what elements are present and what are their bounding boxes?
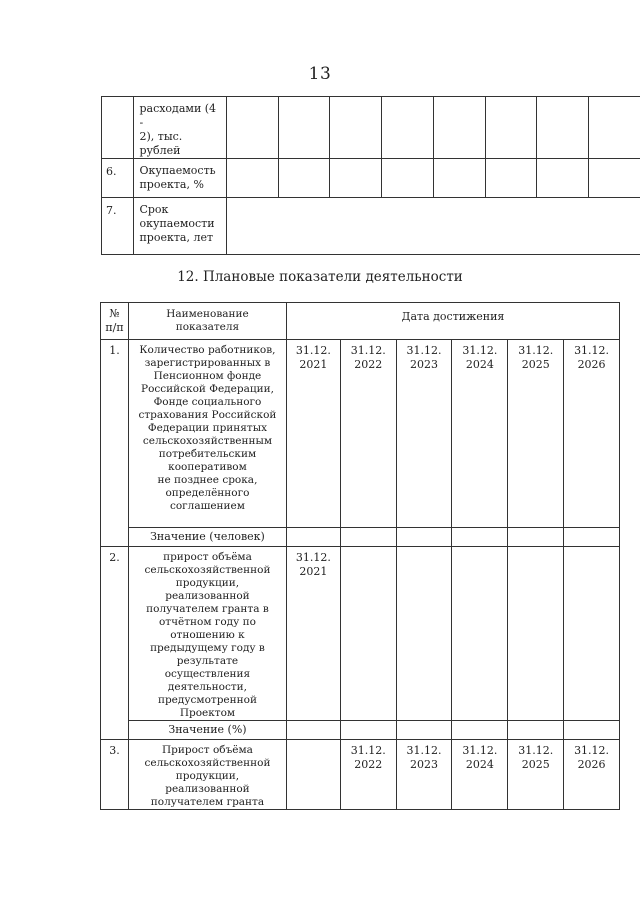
date-cell: 31.12. 2026 bbox=[564, 340, 620, 528]
value-row bbox=[101, 721, 620, 740]
value-cell bbox=[396, 721, 452, 740]
table-cell bbox=[485, 159, 537, 198]
date-cell: 31.12. 2023 bbox=[396, 340, 452, 528]
value-cell bbox=[508, 528, 564, 547]
planned-indicators-table bbox=[100, 302, 620, 810]
table-cell bbox=[589, 97, 640, 159]
table-row bbox=[101, 340, 620, 528]
table-cell bbox=[226, 198, 640, 255]
table-row bbox=[102, 198, 640, 255]
table-cell bbox=[433, 97, 485, 159]
value-cell bbox=[452, 528, 508, 547]
date-cell: 31.12. 2026 bbox=[564, 740, 620, 810]
value-row bbox=[101, 528, 620, 547]
row-label: Окупаемость проекта, % bbox=[134, 159, 226, 198]
header-date: Дата достижения bbox=[286, 303, 619, 340]
row-number: 7. bbox=[102, 198, 134, 255]
financial-indicators-table bbox=[101, 96, 640, 255]
row-number bbox=[102, 97, 134, 159]
value-label: Значение (человек) bbox=[129, 528, 287, 547]
table-row bbox=[102, 159, 640, 198]
date-cell: 31.12. 2022 bbox=[340, 340, 396, 528]
date-cell: 31.12. 2021 bbox=[286, 340, 340, 528]
table-cell bbox=[278, 159, 330, 198]
table-cell bbox=[589, 159, 640, 198]
date-cell bbox=[452, 547, 508, 721]
section-title: 12. Плановые показатели деятельности bbox=[177, 269, 463, 285]
header-name: Наименование показателя bbox=[129, 303, 287, 340]
date-cell bbox=[508, 547, 564, 721]
value-label: Значение (%) bbox=[129, 721, 287, 740]
date-cell bbox=[396, 547, 452, 721]
date-cell: 31.12. 2025 bbox=[508, 740, 564, 810]
table-row bbox=[101, 547, 620, 721]
table-cell bbox=[226, 159, 278, 198]
value-cell bbox=[340, 721, 396, 740]
value-cell bbox=[396, 528, 452, 547]
value-cell bbox=[286, 721, 340, 740]
row-number: 1. bbox=[101, 340, 129, 547]
value-cell bbox=[564, 721, 620, 740]
table-cell bbox=[537, 97, 589, 159]
value-cell bbox=[452, 721, 508, 740]
value-cell bbox=[286, 528, 340, 547]
table-header-row bbox=[101, 303, 620, 340]
indicator-name: прирост объёма сельскохозяйственной продукции, реализованной получателем гранта в отчётном году по отношению к предыдущему году в результате осуществления деятельности, предусмотренной Проектом bbox=[129, 547, 287, 721]
value-cell bbox=[340, 528, 396, 547]
date-cell: 31.12. 2022 bbox=[340, 740, 396, 810]
header-number: № п/п bbox=[101, 303, 129, 340]
indicator-name: Прирост объёма сельскохозяйственной продукции, реализованной получателем гранта bbox=[129, 740, 287, 810]
table-cell bbox=[382, 97, 434, 159]
table-cell bbox=[226, 97, 278, 159]
date-cell bbox=[286, 740, 340, 810]
table-row bbox=[101, 740, 620, 810]
table-cell bbox=[382, 159, 434, 198]
table-cell bbox=[485, 97, 537, 159]
row-label: Срок окупаемости проекта, лет bbox=[134, 198, 226, 255]
date-cell bbox=[564, 547, 620, 721]
table-cell bbox=[278, 97, 330, 159]
table-cell bbox=[330, 159, 382, 198]
value-cell bbox=[508, 721, 564, 740]
value-cell bbox=[564, 528, 620, 547]
table-cell bbox=[537, 159, 589, 198]
date-cell: 31.12. 2025 bbox=[508, 340, 564, 528]
date-cell: 31.12. 2021 bbox=[286, 547, 340, 721]
row-number: 6. bbox=[102, 159, 134, 198]
date-cell: 31.12. 2024 bbox=[452, 340, 508, 528]
indicator-name: Количество работников, зарегистрированных в Пенсионном фонде Российской Федерации, Фонде социального страхования Российской Федерации принятых сельскохозяйственным потребительским кооперативом не позднее срока, определённого соглашением bbox=[129, 340, 287, 528]
page-number: 13 bbox=[308, 64, 332, 84]
table-cell bbox=[330, 97, 382, 159]
date-cell bbox=[340, 547, 396, 721]
date-cell: 31.12. 2023 bbox=[396, 740, 452, 810]
row-number: 3. bbox=[101, 740, 129, 810]
date-cell: 31.12. 2024 bbox=[452, 740, 508, 810]
table-cell bbox=[433, 159, 485, 198]
row-label: расходами (4 - 2), тыс. рублей bbox=[134, 97, 226, 159]
row-number: 2. bbox=[101, 547, 129, 740]
table-row bbox=[102, 97, 640, 159]
